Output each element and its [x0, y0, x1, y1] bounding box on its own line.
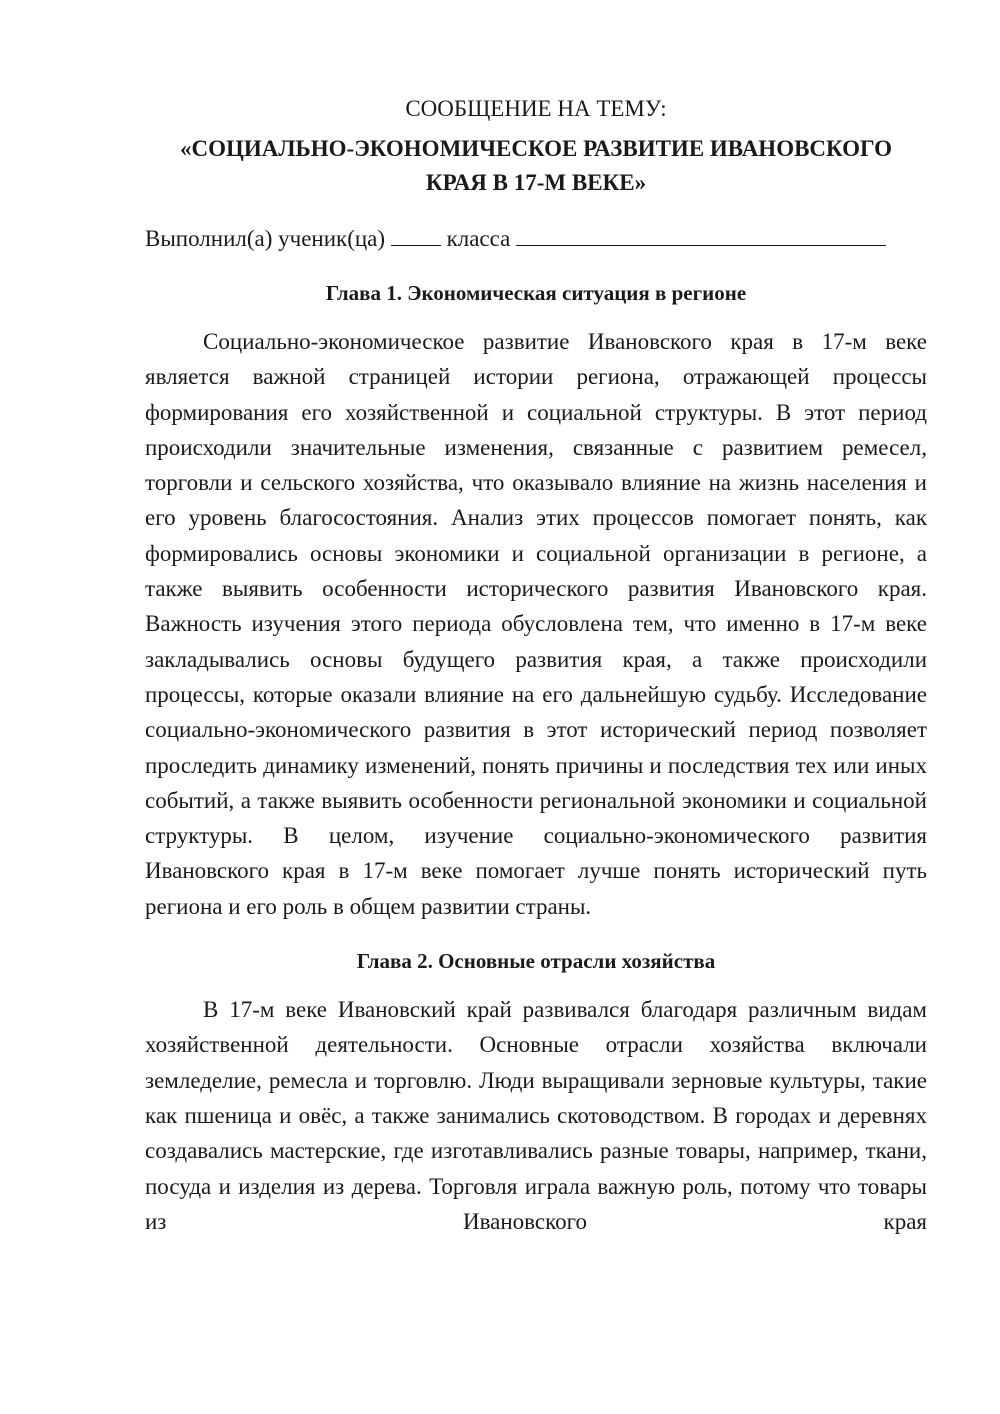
title-line-1: «СОЦИАЛЬНО-ЭКОНОМИЧЕСКОЕ РАЗВИТИЕ ИВАНОВСКОГО: [180, 136, 892, 161]
author-line: [145, 222, 927, 256]
chapter-1-title: Глава 1. Экономическая ситуация в регионе: [325, 281, 747, 305]
class-label: класса: [446, 226, 511, 251]
author-prefix: Выполнил(а) ученик(ца): [145, 226, 386, 251]
topic-label: СООБЩЕНИЕ НА ТЕМУ:: [405, 96, 667, 121]
document-body: [145, 92, 927, 1239]
chapter-1-paragraph: Социально-экономическое развитие Ивановского края в 17-м веке является важной страницей истории региона, отражающей процессы формирования его хозяйственной и социальной структуры. В этот период происходили значительные изменения, связанные с развитием ремесел, торговли и сельского хозяйства, что оказывало влияние на жизнь населения и его уровень благосостояния. Анализ этих процессов помогает понять, как формировались основы экономики и социальной организации в регионе, а также выявить особенности исторического развития Ивановского края. Важность изучения этого периода обусловлена тем, что именно в 17-м веке закладывались основы будущего развития края, а также происходили процессы, которые оказали влияние на его дальнейшую судьбу. Исследование социально-экономического развития в этот исторический период позволяет проследить динамику изменений, понять причины и последствия тех или иных событий, а также выявить особенности региональной экономики и социальной структуры. В целом, изучение социально-экономического развития Ивановского края в 17-м веке помогает лучше понять исторический путь региона и его роль в общем развитии страны.: [145, 329, 927, 919]
author-name-blank: [516, 223, 886, 246]
document-title: [145, 132, 927, 200]
chapter-2-title: Глава 2. Основные отрасли хозяйства: [356, 949, 716, 974]
chapter-2-paragraph: В 17-м веке Ивановский край развивался благодаря различным видам хозяйственной деятельности. Основные отрасли хозяйства включали земледелие, ремесла и торговлю. Люди выращивали зерновые культуры, такие как пшеница и овёс, а также занимались скотоводством. В городах и деревнях создавались мастерские, где изготавливались разные товары, например, ткани, посуда и изделия из дерева. Торговля играла важную роль, потому что товары из Ивановского края: [145, 997, 927, 1234]
class-number-blank: [391, 223, 441, 246]
title-line-2: КРАЯ В 17-М ВЕКЕ»: [425, 170, 647, 195]
